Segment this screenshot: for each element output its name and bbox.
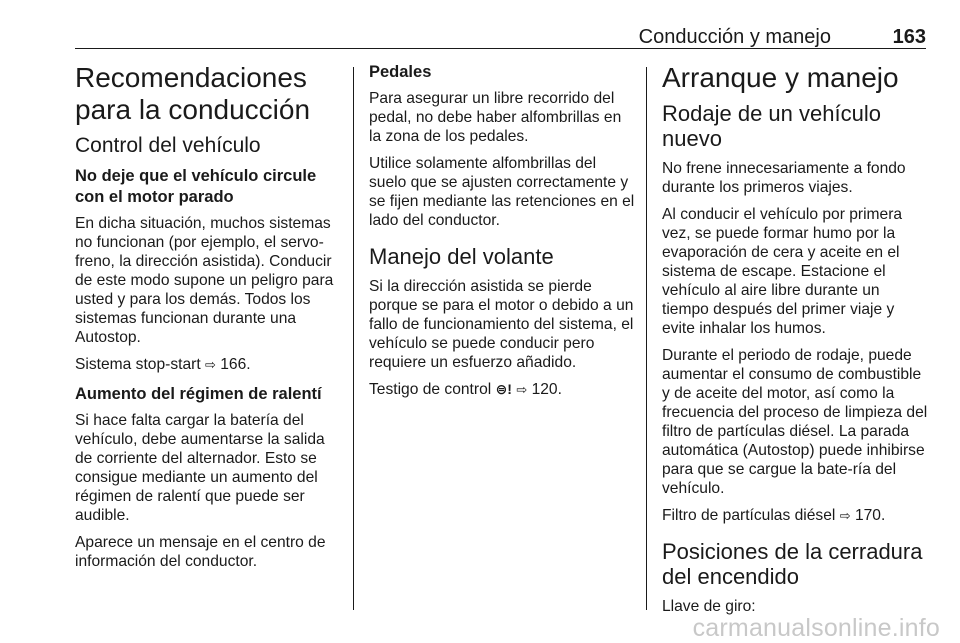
reference-label: Filtro de partículas diésel <box>662 507 836 524</box>
page-header <box>75 22 926 49</box>
paragraph-consumo: Durante el periodo de rodaje, puede aumentar el consumo de combustible y de aceite del motor, así como la frecuencia del proceso de limpieza del filtro de partículas diésel. La parada automática (Autostop) puede inhibirse para que se cargue la bate-ría del vehículo. <box>662 347 928 497</box>
section-title: Conducción y manejo <box>638 26 831 48</box>
paragraph-pedales: Para asegurar un libre recorrido del pedal, no debe haber alfombrillas en la zona de los pedales. <box>369 90 622 145</box>
column-divider-1 <box>353 67 354 610</box>
column-right <box>662 62 928 624</box>
watermark: carmanualsonline.info <box>692 614 940 642</box>
page-arrow-icon: ⇨ <box>205 357 216 372</box>
heading-arranque-manejo: Arranque y manejo <box>662 62 899 93</box>
heading-rodaje: Rodaje de un vehículo nuevo <box>662 101 881 151</box>
cross-reference-testigo[interactable] <box>369 380 635 399</box>
paragraph-humo: Al conducir el vehículo por primera vez, se puede formar humo por la evaporación de cera y aceite en el sistema de escape. Estacione el vehículo al aire libre durante un tiempo después del primer viaje y evite inhalar los humos. <box>662 206 903 337</box>
steering-warning-icon: ⊜! <box>495 381 512 397</box>
column-middle <box>369 62 635 407</box>
heading-manejo-volante: Manejo del volante <box>369 244 554 269</box>
column-divider-2 <box>646 67 647 610</box>
paragraph-mensaje: Aparece un mensaje en el centro de información del conductor. <box>75 534 326 570</box>
paragraph-alfombrillas: Utilice solamente alfombrillas del suelo que se ajusten correctamente y se fijen mediante las retenciones en el lado del conductor. <box>369 155 635 229</box>
column-left <box>75 62 340 579</box>
paragraph-ralenti: Si hace falta cargar la batería del vehículo, debe aumentarse la salida de corriente del alternador. Esto se consigue mediante un aumento del régimen de ralentí que puede ser audible. <box>75 412 325 524</box>
reference-page: 166. <box>220 356 251 373</box>
reference-label: Testigo de control <box>369 381 492 398</box>
reference-page: 170. <box>854 507 886 524</box>
heading-cerradura-encendido: Posiciones de la cerradura del encendido <box>662 539 923 589</box>
cross-reference-filtro[interactable] <box>662 506 928 525</box>
heading-control-vehiculo: Control del vehículo <box>75 134 261 157</box>
paragraph-direccion-asistida: Si la dirección asistida se pierde porque se para el motor o debido a un fallo de funcionamiento del sistema, el vehículo se puede conducir pero requiere un esfuerzo añadido. <box>369 278 634 371</box>
heading-pedales: Pedales <box>369 63 432 81</box>
paragraph-llave: Llave de giro: <box>662 598 756 615</box>
page-arrow-icon: ⇨ <box>516 382 528 397</box>
heading-recomendaciones: Recomendaciones para la conducción <box>75 62 311 125</box>
reference-label: Sistema stop-start <box>75 356 201 373</box>
heading-ralenti: Aumento del régimen de ralentí <box>75 385 322 403</box>
cross-reference-stop-start[interactable] <box>75 355 340 374</box>
page-arrow-icon: ⇨ <box>839 508 851 523</box>
heading-motor-parado: No deje que el vehículo circule con el motor parado <box>75 167 317 206</box>
paragraph-motor-parado: En dicha situación, muchos sistemas no funcionan (por ejemplo, el servo-freno, la dirección asistida). Conducir de este modo supone un peligro para usted y para los demás. Todos los sistemas funcionan durante una Autostop. <box>75 215 334 346</box>
reference-page: 120. <box>531 381 562 398</box>
page-number: 163 <box>892 26 926 48</box>
paragraph-frenado: No frene innecesariamente a fondo durante los primeros viajes. <box>662 160 906 196</box>
